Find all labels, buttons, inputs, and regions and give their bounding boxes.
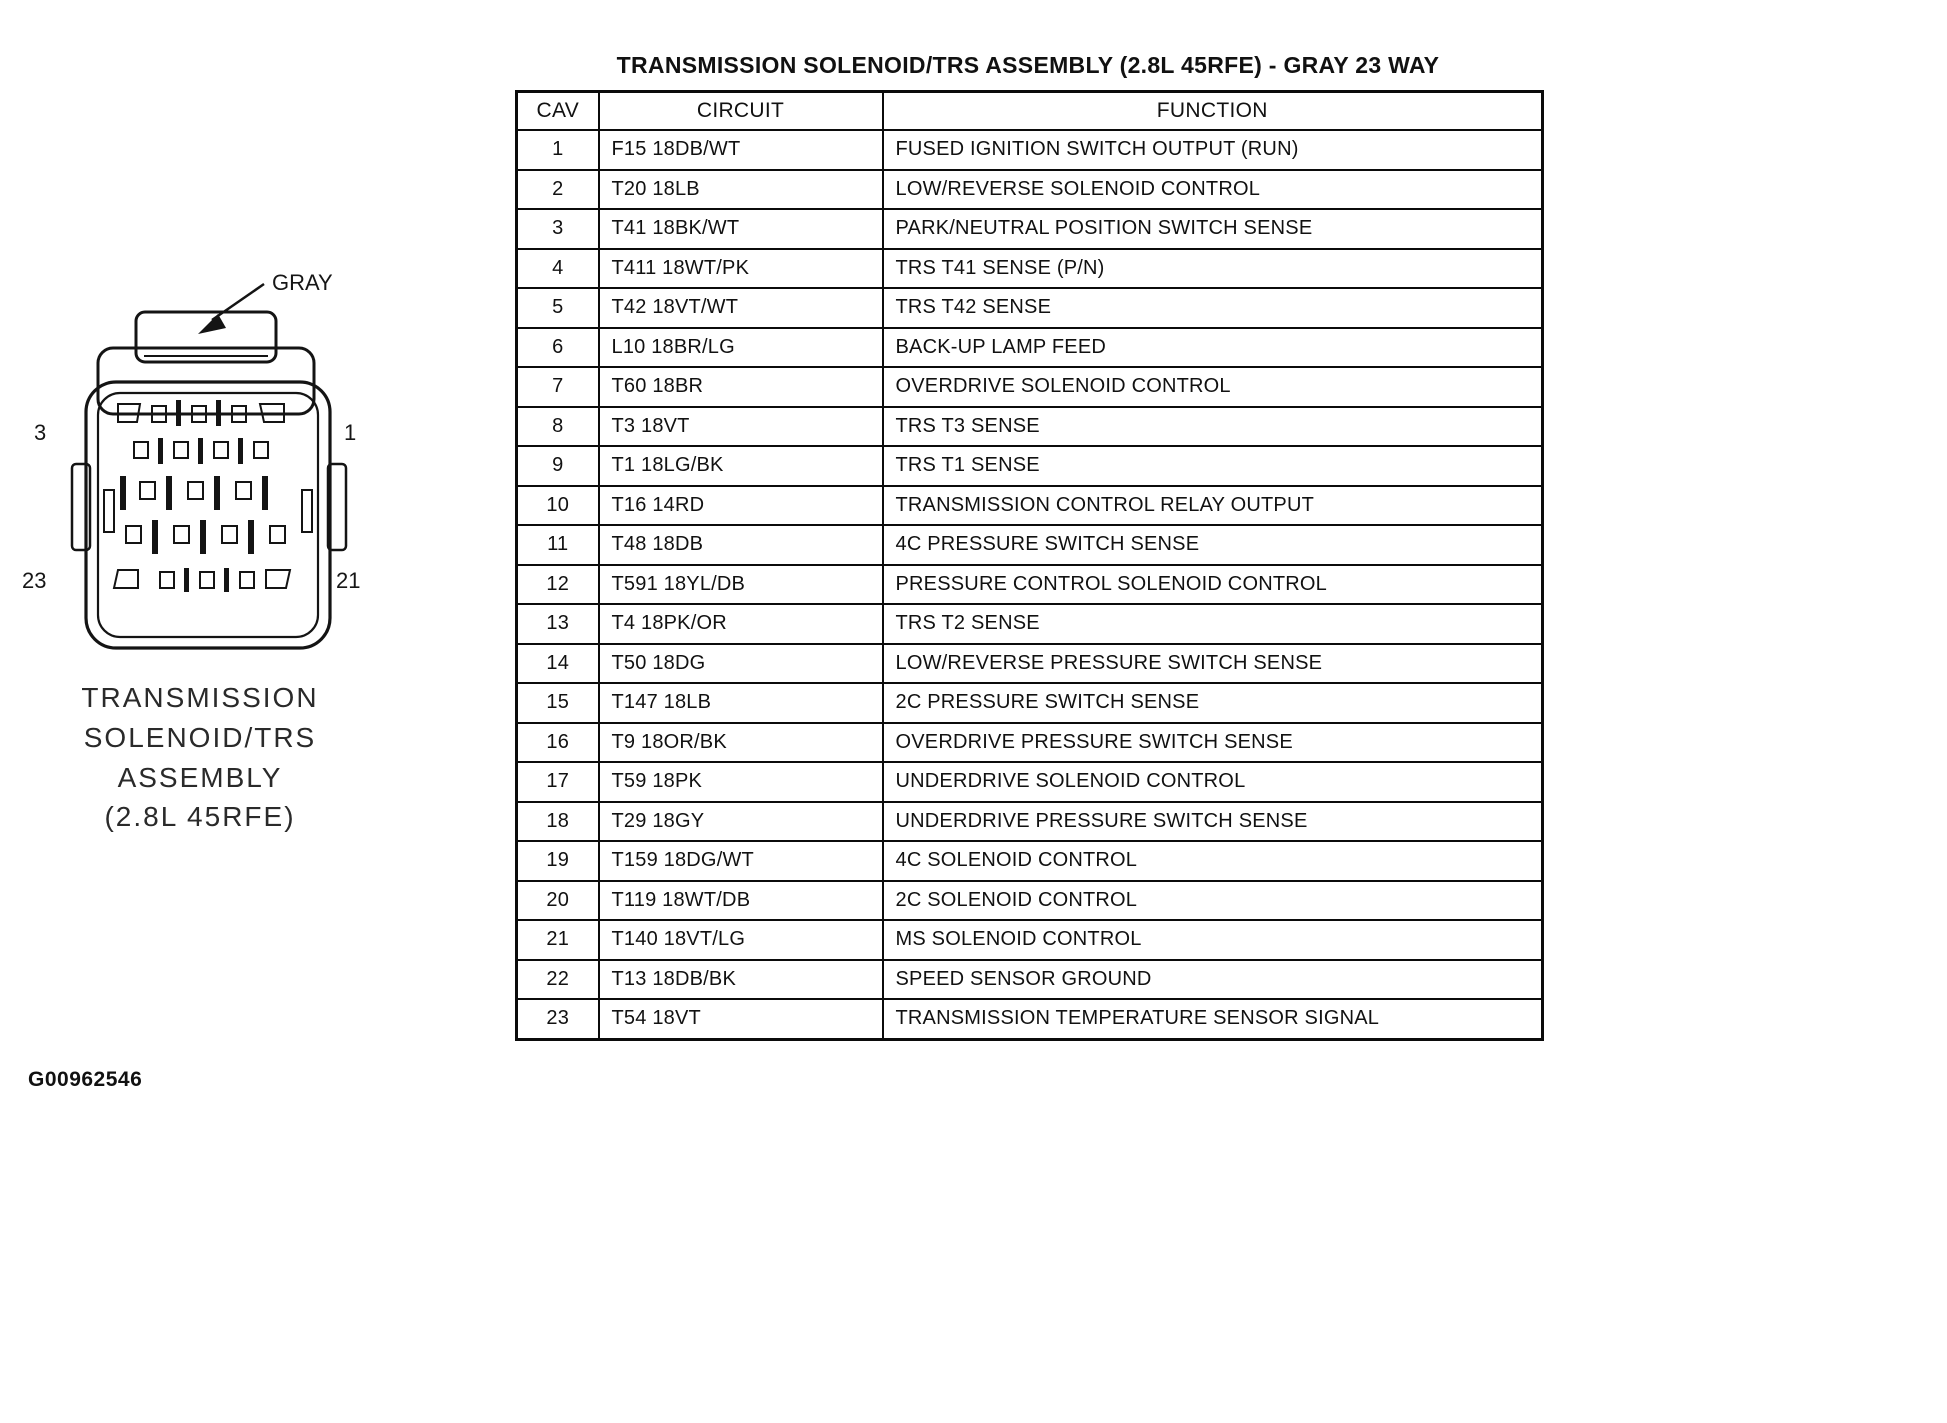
table-row — [517, 802, 1543, 842]
circuit-cell: T29 18GY — [599, 802, 883, 842]
cav-cell: 14 — [517, 644, 599, 684]
function-cell: TRS T3 SENSE — [883, 407, 1543, 447]
function-cell: PARK/NEUTRAL POSITION SWITCH SENSE — [883, 209, 1543, 249]
connector-diagram — [14, 252, 384, 692]
function-cell: TRS T2 SENSE — [883, 604, 1543, 644]
function-cell: LOW/REVERSE SOLENOID CONTROL — [883, 170, 1543, 210]
pin-label-1: 1 — [344, 420, 357, 445]
connector-lock-tab — [136, 312, 276, 362]
gray-leader-line — [212, 284, 264, 320]
connector-color-label: GRAY — [272, 270, 333, 295]
cav-cell: 10 — [517, 486, 599, 526]
circuit-cell: T16 14RD — [599, 486, 883, 526]
gray-arrowhead-icon — [198, 314, 226, 334]
cav-cell: 9 — [517, 446, 599, 486]
caption-line: (2.8L 45RFE) — [104, 801, 296, 833]
circuit-cell: T411 18WT/PK — [599, 249, 883, 289]
circuit-cell: T147 18LB — [599, 683, 883, 723]
circuit-cell: L10 18BR/LG — [599, 328, 883, 368]
function-cell: 2C SOLENOID CONTROL — [883, 881, 1543, 921]
connector-caption — [30, 678, 370, 837]
cav-cell: 12 — [517, 565, 599, 605]
function-cell: FUSED IGNITION SWITCH OUTPUT (RUN) — [883, 130, 1543, 170]
cav-cell: 4 — [517, 249, 599, 289]
cav-cell: 13 — [517, 604, 599, 644]
circuit-cell: T41 18BK/WT — [599, 209, 883, 249]
circuit-cell: T50 18DG — [599, 644, 883, 684]
table-row — [517, 328, 1543, 368]
table-row — [517, 565, 1543, 605]
function-cell: UNDERDRIVE SOLENOID CONTROL — [883, 762, 1543, 802]
table-row — [517, 130, 1543, 170]
cav-cell: 20 — [517, 881, 599, 921]
circuit-cell: T59 18PK — [599, 762, 883, 802]
table-row — [517, 723, 1543, 763]
table-row — [517, 486, 1543, 526]
connector-pins — [114, 400, 290, 592]
latch-slot-left — [104, 490, 114, 532]
cav-cell: 19 — [517, 841, 599, 881]
page-title: TRANSMISSION SOLENOID/TRS ASSEMBLY (2.8L 45RFE) - GRAY 23 WAY — [616, 52, 1440, 78]
latch-slot-right — [302, 490, 312, 532]
table-row — [517, 762, 1543, 802]
function-cell: PRESSURE CONTROL SOLENOID CONTROL — [883, 565, 1543, 605]
circuit-cell: T1 18LG/BK — [599, 446, 883, 486]
table-row — [517, 841, 1543, 881]
caption-line: SOLENOID/TRS — [83, 721, 317, 753]
table-row — [517, 604, 1543, 644]
function-cell: OVERDRIVE SOLENOID CONTROL — [883, 367, 1543, 407]
circuit-cell: T9 18OR/BK — [599, 723, 883, 763]
caption-line: TRANSMISSION — [81, 682, 319, 713]
function-cell: TRS T41 SENSE (P/N) — [883, 249, 1543, 289]
caption-line: ASSEMBLY — [117, 761, 283, 793]
circuit-cell: T4 18PK/OR — [599, 604, 883, 644]
connector-figure — [14, 252, 384, 692]
cav-cell: 6 — [517, 328, 599, 368]
function-cell: 4C SOLENOID CONTROL — [883, 841, 1543, 881]
cav-cell: 1 — [517, 130, 599, 170]
circuit-cell: T54 18VT — [599, 999, 883, 1039]
header-row — [517, 92, 1543, 131]
header-function: FUNCTION — [883, 92, 1543, 131]
pin-label-21: 21 — [336, 568, 361, 593]
cav-cell: 21 — [517, 920, 599, 960]
cav-cell: 2 — [517, 170, 599, 210]
header-cav: CAV — [517, 92, 599, 131]
cav-cell: 17 — [517, 762, 599, 802]
circuit-cell: F15 18DB/WT — [599, 130, 883, 170]
cav-cell: 8 — [517, 407, 599, 447]
cav-cell: 7 — [517, 367, 599, 407]
header-circuit: CIRCUIT — [599, 92, 883, 131]
table-row — [517, 999, 1543, 1039]
function-cell: BACK-UP LAMP FEED — [883, 328, 1543, 368]
function-cell: OVERDRIVE PRESSURE SWITCH SENSE — [883, 723, 1543, 763]
table-row — [517, 170, 1543, 210]
function-cell: SPEED SENSOR GROUND — [883, 960, 1543, 1000]
function-cell: TRANSMISSION TEMPERATURE SENSOR SIGNAL — [883, 999, 1543, 1039]
function-cell: LOW/REVERSE PRESSURE SWITCH SENSE — [883, 644, 1543, 684]
connector-body-inner — [98, 393, 318, 637]
pin-label-3: 3 — [34, 420, 47, 445]
cav-cell: 3 — [517, 209, 599, 249]
table-row — [517, 249, 1543, 289]
pin-label-23: 23 — [22, 568, 47, 593]
table-row — [517, 288, 1543, 328]
circuit-cell: T60 18BR — [599, 367, 883, 407]
circuit-cell: T140 18VT/LG — [599, 920, 883, 960]
table-row — [517, 644, 1543, 684]
pinout-table-header — [517, 92, 1543, 131]
circuit-cell: T591 18YL/DB — [599, 565, 883, 605]
cav-cell: 16 — [517, 723, 599, 763]
cav-cell: 23 — [517, 999, 599, 1039]
circuit-cell: T159 18DG/WT — [599, 841, 883, 881]
table-row — [517, 683, 1543, 723]
table-row — [517, 960, 1543, 1000]
cav-cell: 5 — [517, 288, 599, 328]
cav-cell: 15 — [517, 683, 599, 723]
cav-cell: 18 — [517, 802, 599, 842]
table-row — [517, 920, 1543, 960]
pinout-table-body — [517, 130, 1543, 1039]
function-cell: 4C PRESSURE SWITCH SENSE — [883, 525, 1543, 565]
function-cell: TRS T42 SENSE — [883, 288, 1543, 328]
circuit-cell: T42 18VT/WT — [599, 288, 883, 328]
circuit-cell: T3 18VT — [599, 407, 883, 447]
circuit-cell: T13 18DB/BK — [599, 960, 883, 1000]
function-cell: TRS T1 SENSE — [883, 446, 1543, 486]
function-cell: MS SOLENOID CONTROL — [883, 920, 1543, 960]
table-row — [517, 367, 1543, 407]
table-row — [517, 525, 1543, 565]
cav-cell: 22 — [517, 960, 599, 1000]
function-cell: UNDERDRIVE PRESSURE SWITCH SENSE — [883, 802, 1543, 842]
function-cell: 2C PRESSURE SWITCH SENSE — [883, 683, 1543, 723]
circuit-cell: T20 18LB — [599, 170, 883, 210]
pinout-table — [515, 90, 1544, 1041]
table-row — [517, 881, 1543, 921]
figure-id: G00962546 — [28, 1068, 143, 1091]
cav-cell: 11 — [517, 525, 599, 565]
table-row — [517, 407, 1543, 447]
circuit-cell: T119 18WT/DB — [599, 881, 883, 921]
function-cell: TRANSMISSION CONTROL RELAY OUTPUT — [883, 486, 1543, 526]
circuit-cell: T48 18DB — [599, 525, 883, 565]
table-row — [517, 446, 1543, 486]
table-row — [517, 209, 1543, 249]
